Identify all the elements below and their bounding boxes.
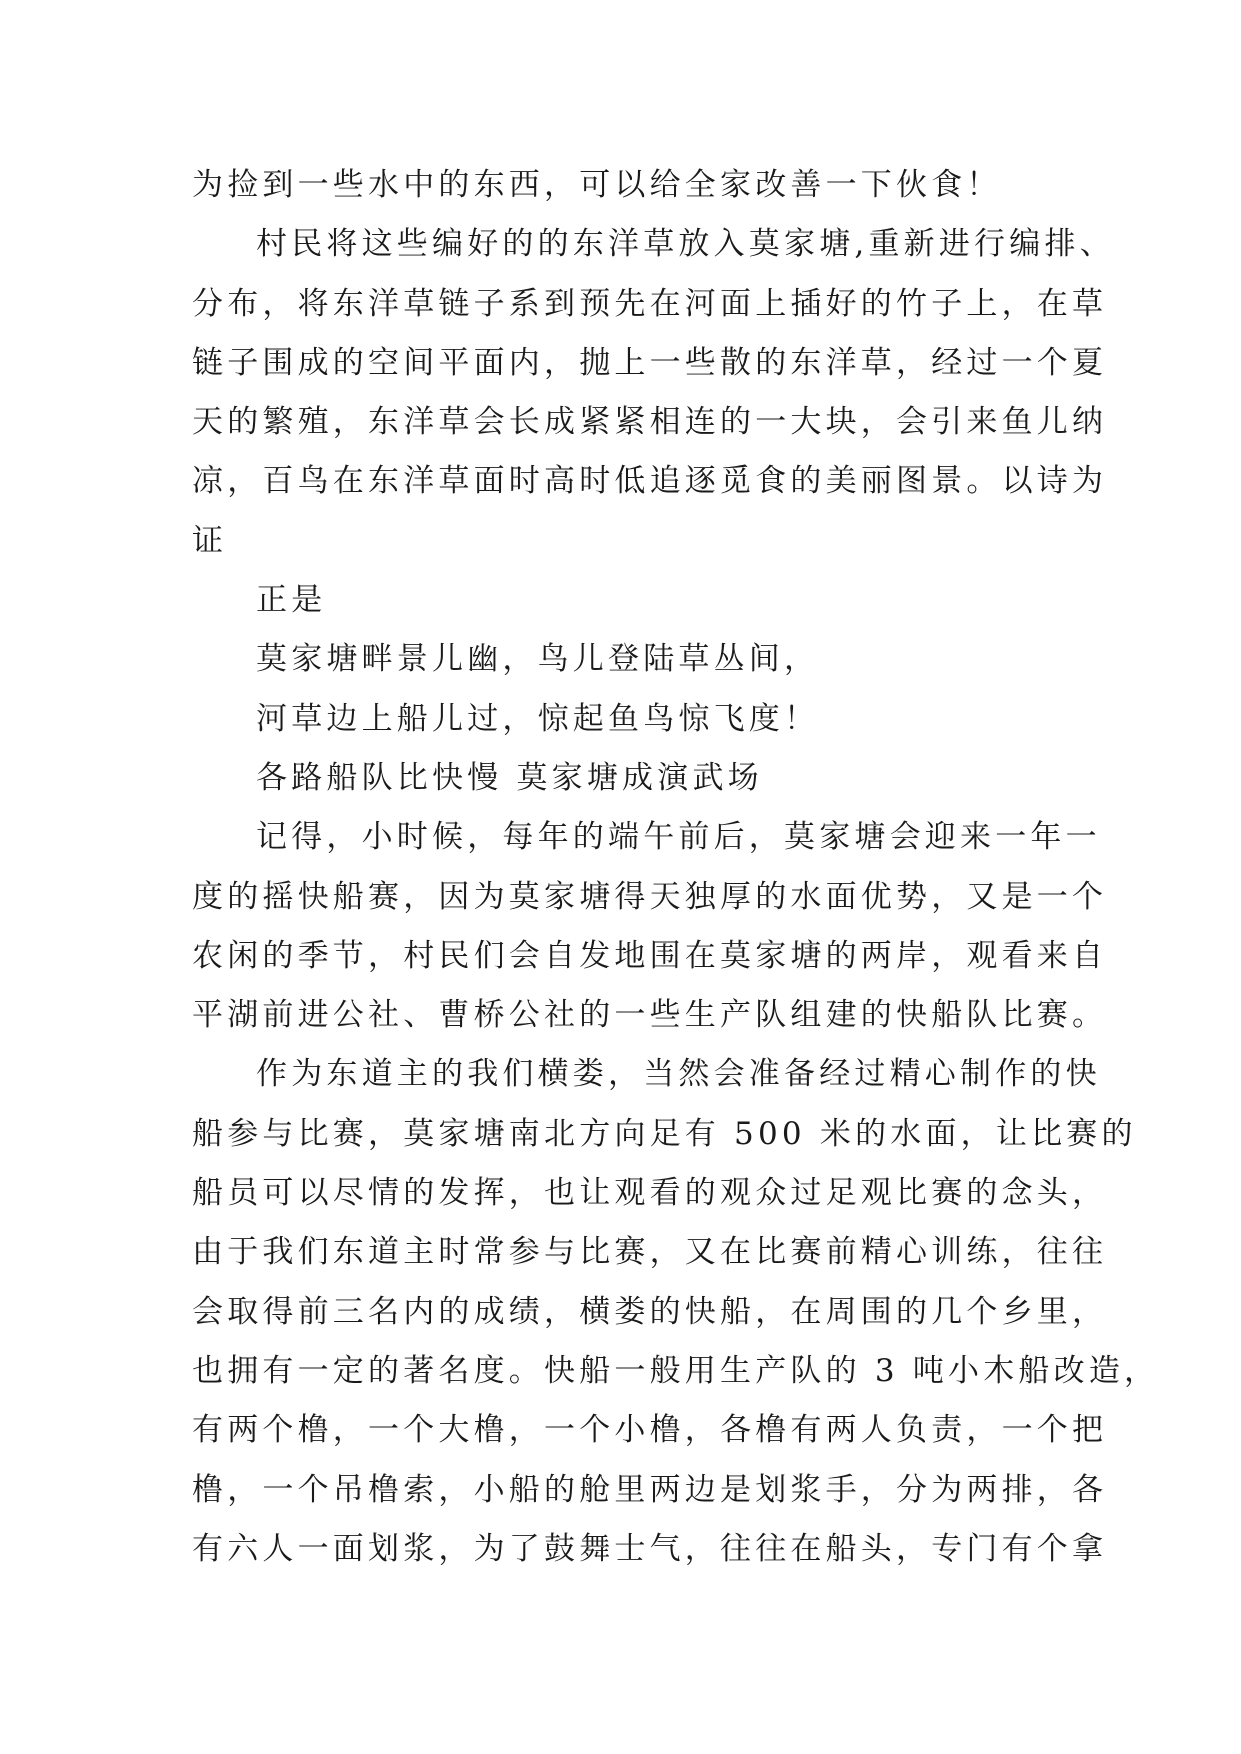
text-line: 有六人一面划浆，为了鼓舞士气，往往在船头，专门有个拿 bbox=[192, 1530, 1108, 1567]
text-line: 凉，百鸟在东洋草面时高时低追逐觅食的美丽图景。以诗为 bbox=[192, 463, 1108, 500]
text-line: 链子围成的空间平面内，抛上一些散的东洋草，经过一个夏 bbox=[192, 344, 1108, 381]
poem-line: 河草边上船儿过，惊起鱼鸟惊飞度！ bbox=[256, 700, 820, 737]
poem-line: 莫家塘畔景儿幽，鸟儿登陆草丛间， bbox=[256, 641, 820, 678]
text-line: 证 bbox=[192, 522, 228, 559]
paragraph-first-line: 作为东道主的我们横娄，当然会准备经过精心制作的快 bbox=[256, 1056, 1101, 1093]
text-line: 为捡到一些水中的东西，可以给全家改善一下伙食！ bbox=[192, 167, 1002, 203]
text-line: 橹，一个吊橹索，小船的舱里两边是划浆手，分为两排，各 bbox=[192, 1471, 1108, 1508]
text-line: 船参与比赛，莫家塘南北方向足有 500 米的水面，让比赛的 bbox=[192, 1115, 1137, 1152]
text-line: 天的繁殖，东洋草会长成紧紧相连的一大块，会引来鱼儿纳 bbox=[192, 404, 1108, 441]
paragraph-first-line: 村民将这些编好的的东洋草放入莫家塘,重新进行编排、 bbox=[256, 226, 1115, 263]
text-line: 度的摇快船赛，因为莫家塘得天独厚的水面优势，又是一个 bbox=[192, 878, 1108, 915]
text-line: 有两个橹，一个大橹，一个小橹，各橹有两人负责，一个把 bbox=[192, 1412, 1108, 1449]
poem-intro: 正是 bbox=[256, 582, 327, 619]
text-line: 农闲的季节，村民们会自发地围在莫家塘的两岸，观看来自 bbox=[192, 937, 1108, 974]
paragraph-first-line: 记得，小时候，每年的端午前后，莫家塘会迎来一年一 bbox=[256, 819, 1101, 856]
text-line: 船员可以尽情的发挥，也让观看的观众过足观比赛的念头， bbox=[192, 1175, 1108, 1212]
body-text bbox=[192, 156, 1160, 1579]
text-line: 也拥有一定的著名度。快船一般用生产队的 3 吨小木船改造， bbox=[192, 1352, 1160, 1389]
text-line: 会取得前三名内的成绩，横娄的快船，在周围的几个乡里， bbox=[192, 1293, 1108, 1330]
text-line: 分布，将东洋草链子系到预先在河面上插好的竹子上，在草 bbox=[192, 285, 1108, 322]
section-heading: 各路船队比快慢 莫家塘成演武场 bbox=[256, 759, 763, 796]
text-line: 由于我们东道主时常参与比赛，又在比赛前精心训练，往往 bbox=[192, 1234, 1108, 1271]
text-line: 平湖前进公社、曹桥公社的一些生产队组建的快船队比赛。 bbox=[192, 997, 1108, 1034]
